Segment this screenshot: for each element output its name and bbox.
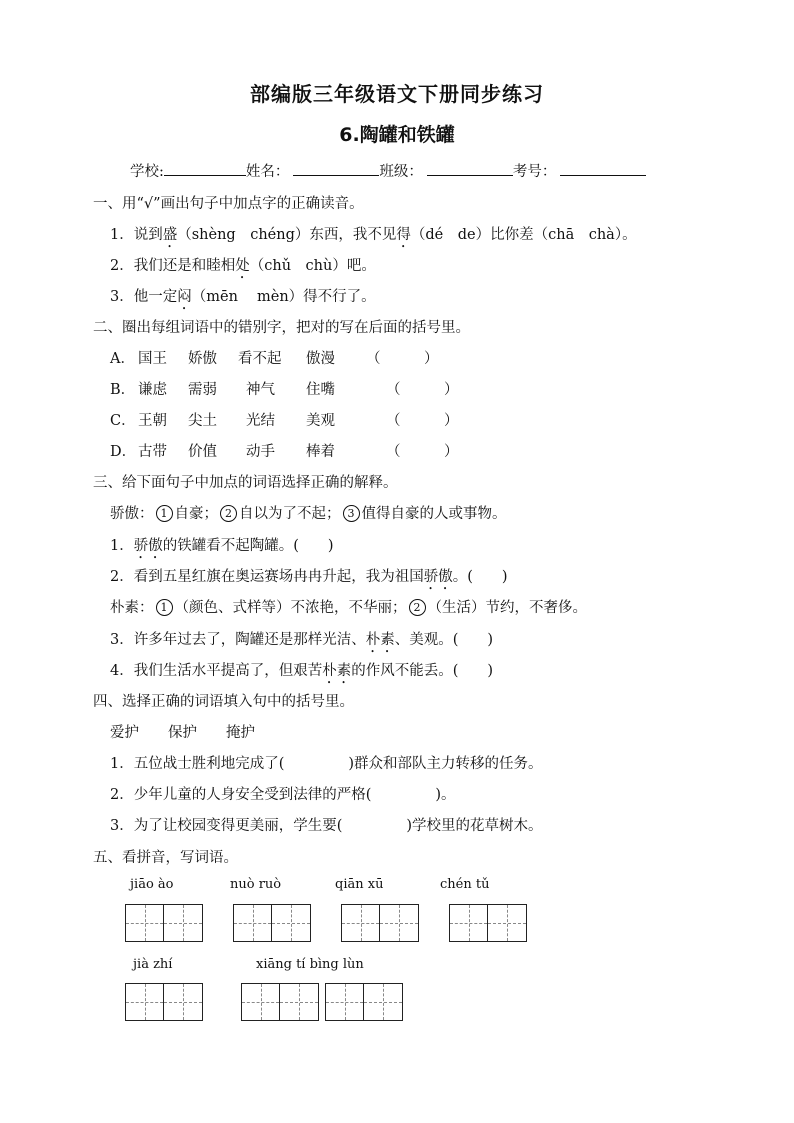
s3-question-4 xyxy=(110,659,493,687)
row-label: A． xyxy=(110,351,135,367)
answer-paren[interactable]: （ ） xyxy=(386,413,459,429)
term: 骄傲： xyxy=(110,506,154,522)
circled-number: 3 xyxy=(343,505,360,522)
row-label: D． xyxy=(110,444,137,460)
q-text: 许多年过去了，陶罐还是那样光洁、 xyxy=(133,632,366,648)
q-number: 2． xyxy=(110,569,134,585)
grid-cell[interactable] xyxy=(342,905,380,941)
q-number: 2． xyxy=(110,787,134,803)
writing-grid[interactable] xyxy=(341,904,419,942)
student-info-line xyxy=(130,160,646,181)
s3-question-2 xyxy=(110,565,508,593)
q-number: 1． xyxy=(110,538,134,554)
s3-question-1 xyxy=(110,534,334,562)
s2-row-a xyxy=(110,347,439,368)
word: 住嘴 xyxy=(306,382,335,398)
q-text: 他一定 xyxy=(133,289,178,305)
q-text: )。 xyxy=(435,787,456,803)
q-text: )群众和部队主力转移的任务。 xyxy=(348,756,543,772)
word: 棒着 xyxy=(306,444,335,460)
school-label: 学校: xyxy=(130,164,164,180)
number-blank[interactable] xyxy=(560,161,646,176)
dotted-char: 得 xyxy=(396,227,411,243)
word: 光结 xyxy=(246,413,275,429)
word: 看不起 xyxy=(238,351,282,367)
s2-row-d xyxy=(110,440,459,461)
section-1-heading: 一、用“√”画出句子中加点字的正确读音。 xyxy=(93,196,364,212)
grid-cell[interactable] xyxy=(234,905,272,941)
pinyin-label: chén tǔ xyxy=(440,877,490,892)
word: 需弱 xyxy=(188,382,217,398)
class-blank[interactable] xyxy=(427,161,513,176)
dotted-word: 骄傲 xyxy=(133,538,163,554)
meaning: （颜色、式样等）不浓艳，不华丽； xyxy=(174,600,407,616)
q-number: 1． xyxy=(110,756,134,772)
definition-pusu xyxy=(110,596,587,617)
writing-grid[interactable] xyxy=(325,983,403,1021)
grid-cell[interactable] xyxy=(488,905,526,941)
q-text: )学校里的花草树木。 xyxy=(406,818,543,834)
s4-question-1 xyxy=(110,752,543,773)
circled-number: 1 xyxy=(156,599,173,616)
q-text: 五位战士胜利地完成了( xyxy=(133,756,285,772)
q-number: 3． xyxy=(110,632,134,648)
dotted-char: 盛 xyxy=(162,227,178,243)
s4-question-3 xyxy=(110,814,543,835)
dotted-char: 处 xyxy=(235,258,250,274)
pinyin-label: jiāo ào xyxy=(130,877,174,892)
writing-grid[interactable] xyxy=(125,983,203,1021)
meaning: 值得自豪的人或事物。 xyxy=(361,506,507,522)
name-label: 姓名： xyxy=(245,164,290,180)
section-2-heading: 二、圈出每组词语中的错别字，把对的写在后面的括号里。 xyxy=(93,320,470,336)
answer-paren[interactable]: （ ） xyxy=(386,382,459,398)
word: 国王 xyxy=(138,351,167,367)
q-text: 说到 xyxy=(133,227,163,243)
grid-cell[interactable] xyxy=(272,905,310,941)
dotted-word: 朴素 xyxy=(322,663,352,679)
q-text: （dé de）比你差（chā chà）。 xyxy=(410,227,637,243)
circled-number: 2 xyxy=(220,505,237,522)
choice-word: 爱护 xyxy=(110,725,139,741)
s1-question-2 xyxy=(110,254,376,282)
word: 神气 xyxy=(246,382,275,398)
choice-word: 掩护 xyxy=(226,725,255,741)
q-text: 看到五星红旗在奥运赛场冉冉升起，我为祖国 xyxy=(133,569,424,585)
school-blank[interactable] xyxy=(164,161,246,176)
q-number: 4． xyxy=(110,663,134,679)
writing-grid[interactable] xyxy=(449,904,527,942)
word: 价值 xyxy=(188,444,217,460)
row-label: B． xyxy=(110,382,136,398)
q-number: 1． xyxy=(110,227,134,243)
word: 谦虑 xyxy=(138,382,167,398)
word: 动手 xyxy=(246,444,275,460)
definition-jiaoao xyxy=(110,502,507,523)
grid-cell[interactable] xyxy=(280,984,318,1020)
word: 尖土 xyxy=(188,413,217,429)
word: 美观 xyxy=(306,413,335,429)
section-3-heading: 三、给下面句子中加点的词语选择正确的解释。 xyxy=(93,475,398,491)
word: 古带 xyxy=(138,444,167,460)
writing-grid[interactable] xyxy=(125,904,203,942)
grid-cell[interactable] xyxy=(364,984,402,1020)
q-text: 的铁罐看不起陶罐。( ) xyxy=(162,538,334,554)
q-text: 。( ) xyxy=(452,569,508,585)
dotted-char: 闷 xyxy=(177,289,192,305)
class-label: 班级： xyxy=(379,164,423,180)
q-text: 我们生活水平提高了，但艰苦 xyxy=(133,663,323,679)
grid-cell[interactable] xyxy=(164,984,202,1020)
meaning: 自豪； xyxy=(174,506,218,522)
term: 朴素： xyxy=(110,600,154,616)
row-label: C． xyxy=(110,413,136,429)
q-text: 、美观。( ) xyxy=(394,632,494,648)
q-text: 少年儿童的人身安全受到法律的严格( xyxy=(133,787,372,803)
answer-paren[interactable]: （ ） xyxy=(386,444,459,460)
dotted-word: 朴素 xyxy=(365,632,395,648)
word: 王朝 xyxy=(138,413,167,429)
s4-question-2 xyxy=(110,783,456,804)
writing-grid[interactable] xyxy=(233,904,311,942)
s1-question-3 xyxy=(110,285,376,313)
q-text: 为了让校园变得更美丽，学生要( xyxy=(133,818,343,834)
q-text: （mēn mèn）得不行了。 xyxy=(191,289,376,305)
word-choices xyxy=(110,721,284,742)
q-text: 我们还是和睦相 xyxy=(133,258,236,274)
pinyin-label: jià zhí xyxy=(133,957,173,972)
q-text: （shèng chéng）东西，我不见 xyxy=(177,227,397,243)
writing-grid[interactable] xyxy=(241,983,319,1021)
pinyin-label: xiāng tí bìng lùn xyxy=(256,957,364,972)
dotted-word: 骄傲 xyxy=(423,569,453,585)
meaning: 自以为了不起； xyxy=(239,506,341,522)
pinyin-label: qiān xū xyxy=(335,877,384,892)
grid-cell[interactable] xyxy=(242,984,280,1020)
circled-number: 1 xyxy=(156,505,173,522)
word: 傲漫 xyxy=(306,351,335,367)
s1-question-1 xyxy=(110,223,637,251)
grid-cell[interactable] xyxy=(450,905,488,941)
answer-paren[interactable]: （ ） xyxy=(366,351,439,367)
s3-question-3 xyxy=(110,628,493,656)
s2-row-b xyxy=(110,378,459,399)
grid-cell[interactable] xyxy=(164,905,202,941)
lesson-title: 6.陶罐和铁罐 xyxy=(339,124,455,146)
number-label: 考号： xyxy=(512,164,557,180)
q-number: 3． xyxy=(110,289,134,305)
grid-cell[interactable] xyxy=(126,984,164,1020)
word: 娇傲 xyxy=(188,351,217,367)
page-title: 部编版三年级语文下册同步练习 xyxy=(250,82,544,106)
q-text: （chǔ chù）吧。 xyxy=(249,258,376,274)
choice-word: 保护 xyxy=(168,725,197,741)
q-number: 3． xyxy=(110,818,134,834)
q-number: 2． xyxy=(110,258,134,274)
name-blank[interactable] xyxy=(293,161,379,176)
section-5-heading: 五、看拼音，写词语。 xyxy=(93,850,238,866)
grid-cell[interactable] xyxy=(326,984,364,1020)
circled-number: 2 xyxy=(409,599,426,616)
s2-row-c xyxy=(110,409,459,430)
q-text: 的作风不能丢。( ) xyxy=(351,663,494,679)
grid-cell[interactable] xyxy=(380,905,418,941)
meaning: （生活）节约，不奢侈。 xyxy=(427,600,587,616)
pinyin-label: nuò ruò xyxy=(230,877,282,892)
grid-cell[interactable] xyxy=(126,905,164,941)
section-4-heading: 四、选择正确的词语填入句中的括号里。 xyxy=(93,694,354,710)
